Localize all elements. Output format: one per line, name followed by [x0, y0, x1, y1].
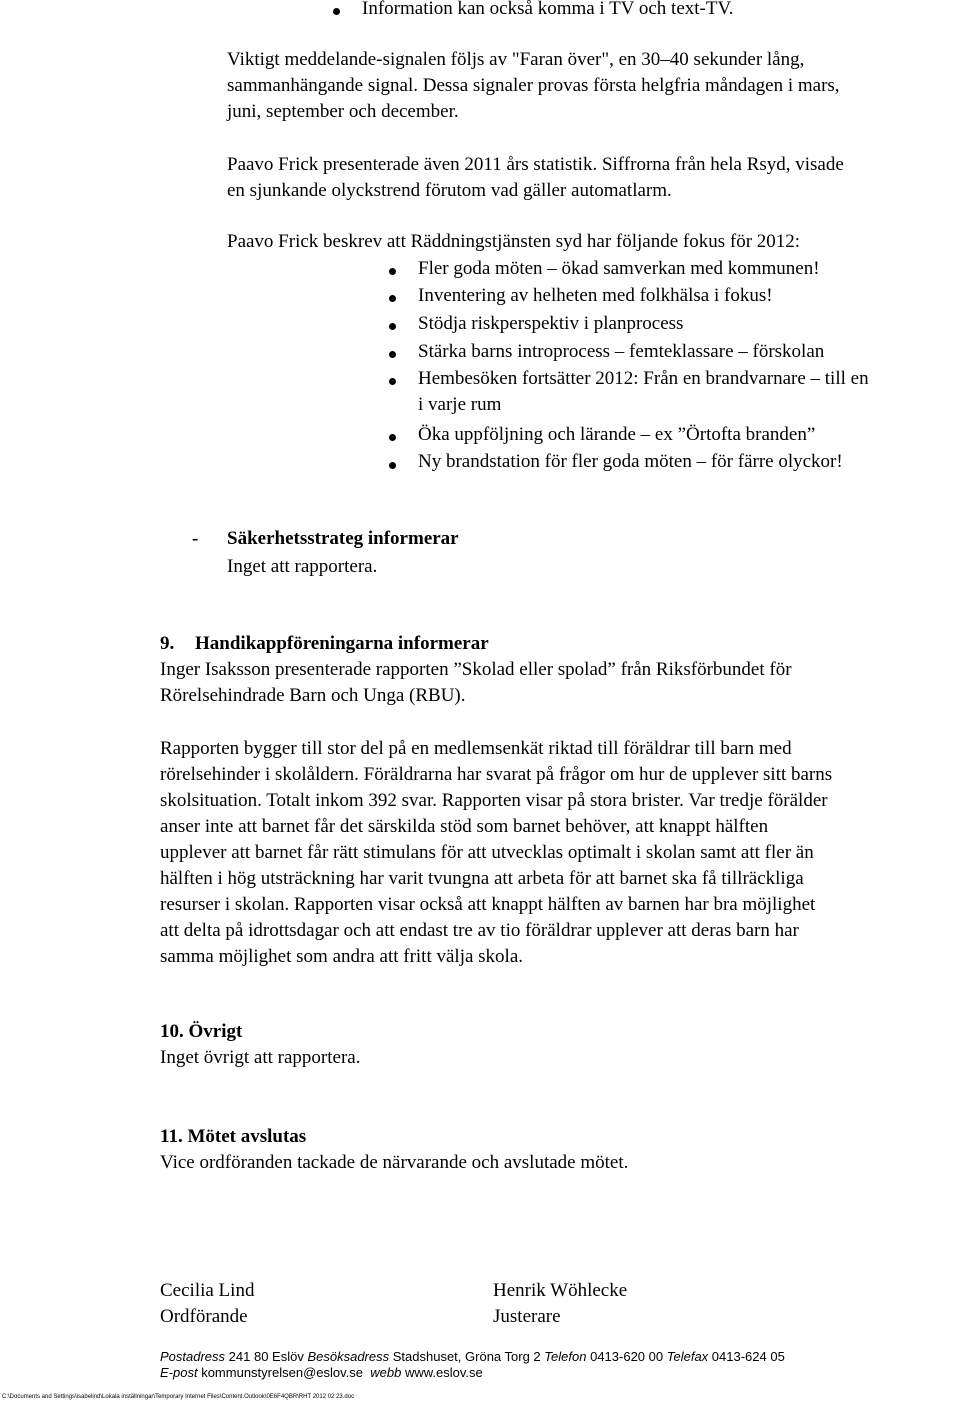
- telefon-label: Telefon: [544, 1349, 587, 1364]
- footer-line-1: [160, 1349, 785, 1364]
- text-line: upplever att barnet får rätt stimulans för att utvecklas optimalt i skolan samt att fler än: [160, 842, 814, 863]
- signal-paragraph: [227, 47, 840, 125]
- text-line: Inger Isaksson presenterade rapporten ”Skolad eller spolad” från Riksförbundet för: [160, 659, 792, 680]
- list-item: Inventering av helheten med folkhälsa i fokus!: [418, 285, 773, 306]
- list-item: Öka uppföljning och lärande – ex ”Örtofta branden”: [418, 424, 816, 445]
- webb-link[interactable]: www.eslov.se: [404, 1365, 483, 1380]
- file-path: C:\Documents and Settings\isabelind\Lokala inställningar\Temporary Internet Files\Content.Outlook\0E6F4QBR\RHT 2012 02 23.doc: [2, 1394, 355, 1400]
- bullet-dot: [389, 462, 396, 469]
- text-line: Paavo Frick presenterade även 2011 års statistik. Siffrorna från hela Rsyd, visade: [227, 154, 844, 175]
- bullet-dot: [333, 8, 340, 15]
- section-9-number: 9.: [160, 633, 175, 654]
- epost-link[interactable]: kommunstyrelsen@eslov.se: [201, 1365, 363, 1380]
- footer-line-2: [160, 1365, 483, 1380]
- sakerhet-dash: -: [192, 528, 199, 549]
- section-9-heading: Handikappföreningarna informerar: [195, 633, 489, 654]
- webb-label: webb: [370, 1365, 402, 1380]
- list-item: Fler goda möten – ökad samverkan med kommunen!: [418, 258, 820, 279]
- text-line: Rörelsehindrade Barn och Unga (RBU).: [160, 685, 466, 706]
- list-item: Hembesöken fortsätter 2012: Från en brandvarnare – till en: [418, 368, 869, 389]
- text-line: resurser i skolan. Rapporten visar också att knappt hälften av barnen har bra möjlighet: [160, 894, 816, 915]
- section-11-heading: 11. Mötet avslutas: [160, 1126, 307, 1147]
- postadress-label: Postadress: [160, 1349, 226, 1364]
- list-item-continuation: i varje rum: [418, 394, 502, 415]
- besoksadress-value: Stadshuset, Gröna Torg 2: [392, 1349, 541, 1364]
- signature-left-name: Cecilia Lind: [160, 1280, 255, 1301]
- top-bullet-text: Information kan också komma i TV och text-TV.: [362, 0, 734, 19]
- besoksadress-label: Besöksadress: [307, 1349, 390, 1364]
- text-line: hälften i hög utsträckning har varit tvungna att arbeta för att barnet ska få tillräckliga: [160, 868, 804, 889]
- section-9-paragraph: [160, 736, 832, 970]
- text-line: att delta på idrottsdagar och att endast tre av tio föräldrar upplever att deras barn har: [160, 920, 799, 941]
- statistics-paragraph: [227, 152, 844, 204]
- text-line: en sjunkande olyckstrend förutom vad gäller automatlarm.: [227, 180, 672, 201]
- text-line: sammanhängande signal. Dessa signaler provas första helgfria måndagen i mars,: [227, 75, 840, 96]
- signature-right-name: Henrik Wöhlecke: [493, 1280, 628, 1301]
- telefax-label: Telefax: [666, 1349, 709, 1364]
- section-10-heading: 10. Övrigt: [160, 1021, 243, 1042]
- text-line: juni, september och december.: [227, 101, 459, 122]
- focus-intro: Paavo Frick beskrev att Räddningstjänsten syd har följande fokus för 2012:: [227, 231, 801, 252]
- bullet-dot: [389, 295, 396, 302]
- bullet-dot: [389, 378, 396, 385]
- text-line: Rapporten bygger till stor del på en medlemsenkät riktad till föräldrar till barn med: [160, 738, 792, 759]
- text-line: Viktigt meddelande-signalen följs av "Faran över", en 30–40 sekunder lång,: [227, 49, 805, 70]
- signature-left-role: Ordförande: [160, 1306, 248, 1327]
- postadress-value: 241 80 Eslöv: [228, 1349, 304, 1364]
- bullet-dot: [389, 351, 396, 358]
- sakerhet-heading: Säkerhetsstrateg informerar: [227, 528, 459, 549]
- section-11-text: Vice ordföranden tackade de närvarande och avslutade mötet.: [160, 1152, 629, 1173]
- signature-right-role: Justerare: [493, 1306, 561, 1327]
- text-line: rörelsehinder i skolåldern. Föräldrarna har svarat på frågor om hur de upplever sitt barns: [160, 764, 833, 785]
- list-item: Ny brandstation för fler goda möten – för färre olyckor!: [418, 451, 843, 472]
- list-item: Stödja riskperspektiv i planprocess: [418, 313, 684, 334]
- epost-label: E-post: [160, 1365, 198, 1380]
- list-item: Stärka barns introprocess – femteklassare – förskolan: [418, 341, 825, 362]
- text-line: anser inte att barnet får det särskilda stöd som barnet behöver, att knappt hälften: [160, 816, 769, 837]
- telefax-value: 0413-624 05: [711, 1349, 785, 1364]
- telefon-value: 0413-620 00: [590, 1349, 664, 1364]
- sakerhet-text: Inget att rapportera.: [227, 556, 378, 577]
- text-line: samma möjlighet som andra att fritt välja skola.: [160, 946, 524, 967]
- bullet-dot: [389, 323, 396, 330]
- section-10-text: Inget övrigt att rapportera.: [160, 1047, 361, 1068]
- text-line: skolsituation. Totalt inkom 392 svar. Rapporten visar på stora brister. Var tredje förälder: [160, 790, 828, 811]
- bullet-dot: [389, 268, 396, 275]
- section-9-intro: [160, 657, 792, 709]
- bullet-dot: [389, 434, 396, 441]
